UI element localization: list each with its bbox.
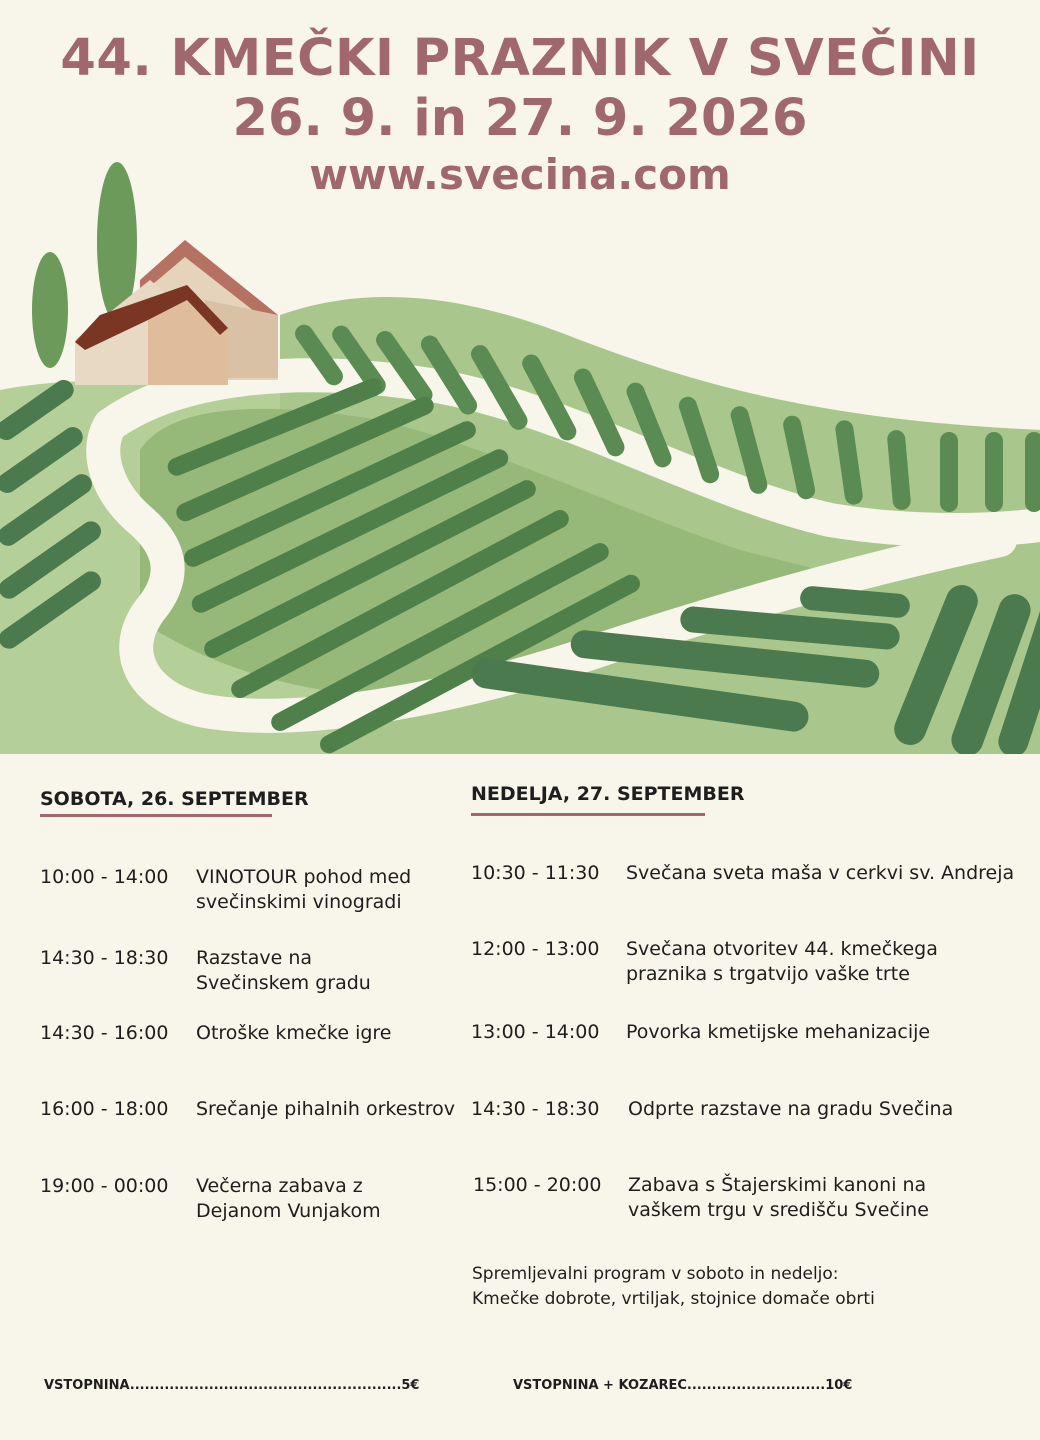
event-text: VINOTOUR pohod med svečinskimi vinogradi [196, 866, 412, 913]
side-program-line: Spremljevalni program v soboto in nedeljo: [472, 1264, 839, 1284]
event-time: 10:30 - 11:30 [471, 862, 600, 884]
side-program-line: Kmečke dobrote, vrtiljak, stojnice domače obrti [472, 1289, 875, 1309]
event-time: 16:00 - 18:00 [40, 1098, 169, 1120]
event-text: Srečanje pihalnih orkestrov [196, 1098, 456, 1120]
cypress-tree [32, 252, 68, 368]
event-text: Svečana sveta maša v cerkvi sv. Andreja [626, 862, 1015, 884]
event-text: Otroške kmečke igre [196, 1022, 392, 1044]
price-entry-glass: VSTOPNINA + KOZAREC............................10€ [513, 1378, 853, 1393]
event-time: 12:00 - 13:00 [471, 938, 600, 960]
event-title: 44. KMEČKI PRAZNIK V SVEČINI [60, 29, 980, 88]
event-text: Odprte razstave na gradu Svečina [628, 1098, 954, 1120]
event-time: 14:30 - 18:30 [471, 1098, 600, 1120]
event-dates: 26. 9. in 27. 9. 2026 [232, 89, 808, 148]
event-time: 14:30 - 18:30 [40, 947, 169, 969]
event-time: 14:30 - 16:00 [40, 1022, 169, 1044]
saturday-underline [40, 814, 272, 817]
event-text: Večerna zabava z Dejanom Vunjakom [196, 1175, 381, 1222]
vineyard-illustration [0, 150, 1040, 754]
event-time: 15:00 - 20:00 [473, 1174, 602, 1196]
event-website[interactable]: www.svecina.com [309, 150, 731, 199]
event-time: 13:00 - 14:00 [471, 1021, 600, 1043]
event-text: Povorka kmetijske mehanizacije [626, 1021, 931, 1043]
event-time: 19:00 - 00:00 [40, 1175, 169, 1197]
sunday-heading: NEDELJA, 27. SEPTEMBER [471, 783, 745, 805]
saturday-heading: SOBOTA, 26. SEPTEMBER [40, 788, 309, 810]
event-text: Razstave na Svečinskem gradu [196, 947, 371, 994]
event-time: 10:00 - 14:00 [40, 866, 169, 888]
sunday-underline [471, 813, 705, 816]
price-entry: VSTOPNINA.......................................................5€ [44, 1378, 420, 1393]
event-text: Zabava s Štajerskimi kanoni na vaškem trgu v središču Svečine [628, 1174, 929, 1221]
event-text: Svečana otvoritev 44. kmečkega praznika s trgatvijo vaške trte [626, 938, 938, 985]
side-program-note [472, 1262, 875, 1312]
